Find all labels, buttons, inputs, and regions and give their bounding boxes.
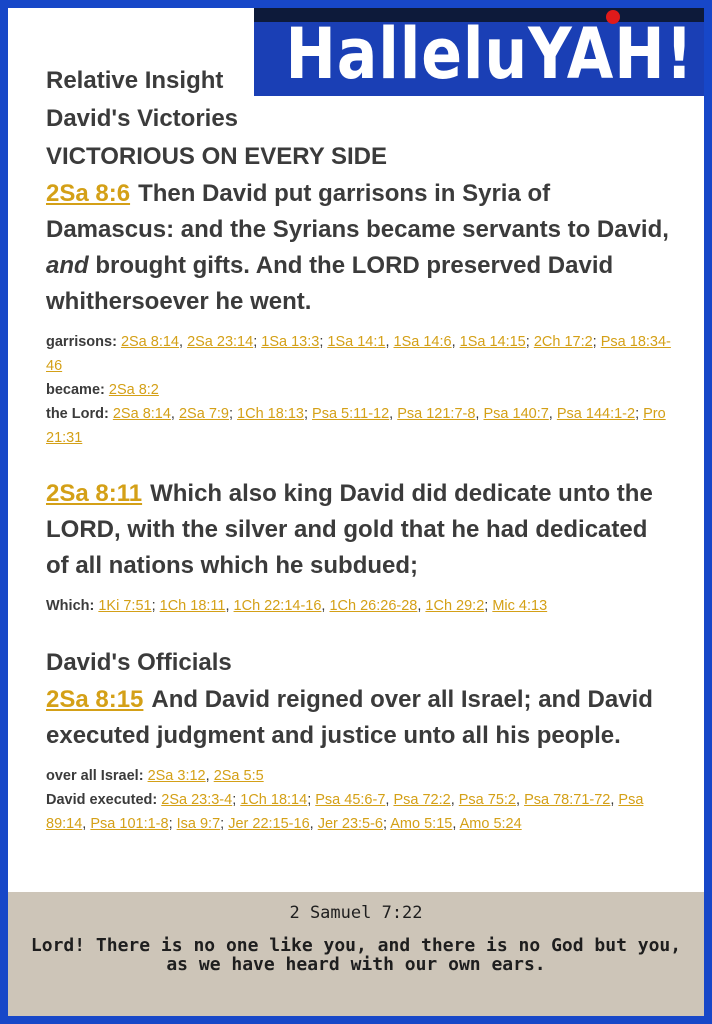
xref-link[interactable]: 1Ch 18:11	[159, 598, 226, 614]
xref-link[interactable]: 2Ch 17:2	[533, 334, 593, 350]
xref-label: garrisons:	[46, 334, 121, 350]
xref-link[interactable]: 1Sa 14:15	[459, 334, 526, 350]
xref-separator: ,	[516, 792, 525, 808]
verse-text-italic: and	[46, 252, 89, 279]
xref-separator: ;	[232, 792, 241, 808]
xref-link[interactable]: Psa 101:1-8	[90, 816, 169, 832]
xref-line	[46, 402, 671, 450]
cross-references	[46, 764, 671, 836]
xref-link[interactable]: Psa 121:7-8	[397, 406, 476, 422]
xref-link[interactable]: 1Ch 18:13	[237, 406, 304, 422]
xref-line	[46, 330, 671, 378]
study-content	[46, 62, 671, 836]
xref-separator: ;	[228, 406, 238, 422]
xref-separator: ,	[309, 816, 318, 832]
xref-separator: ,	[450, 792, 459, 808]
verse-ref-link[interactable]: 2Sa 8:15	[46, 686, 144, 713]
xref-line	[46, 594, 671, 618]
xref-link[interactable]: 1Sa 14:1	[327, 334, 386, 350]
verse-text: Which also king David did dedicate unto the LORD, with the silver and gold that he had dedicated of all nations which he subdued;	[46, 480, 653, 579]
xref-separator: ;	[303, 406, 313, 422]
xref-label: the Lord:	[46, 406, 113, 422]
xref-separator: ;	[383, 816, 391, 832]
xref-link[interactable]: Amo 5:24	[459, 816, 522, 832]
xref-separator: ,	[389, 406, 398, 422]
verse-text: And David reigned over all Israel; and David executed judgment and justice unto all his people.	[46, 686, 653, 749]
footer-verse-text: Lord! There is no one like you, and there is no God but you, as we have heard with our own ears.	[30, 935, 682, 975]
xref-separator: ,	[225, 598, 234, 614]
xref-link[interactable]: 2Sa 8:14	[120, 334, 179, 350]
xref-line	[46, 378, 671, 402]
xref-separator: ;	[151, 598, 160, 614]
banner-text: HalleluYAH!	[285, 13, 694, 95]
xref-link[interactable]: Mic 4:13	[492, 598, 548, 614]
xref-link[interactable]: 1Sa 13:3	[261, 334, 320, 350]
xref-label: became:	[46, 382, 109, 398]
xref-separator: ;	[592, 334, 601, 350]
xref-link[interactable]: Pro 21:31	[46, 406, 666, 446]
xref-separator: ;	[525, 334, 534, 350]
xref-link[interactable]: 2Sa 23:14	[187, 334, 254, 350]
xref-separator: ,	[179, 334, 188, 350]
footer-verse-card	[8, 892, 704, 1016]
xref-link[interactable]: Jer 23:5-6	[317, 816, 383, 832]
xref-link[interactable]: 2Sa 8:2	[108, 382, 159, 398]
xref-separator: ;	[307, 792, 316, 808]
xref-separator: ,	[170, 406, 179, 422]
heading-relative-insight: Relative Insight	[46, 67, 224, 94]
xref-link[interactable]: 2Sa 3:12	[147, 768, 206, 784]
xref-separator: ,	[475, 406, 484, 422]
verse-ref-link[interactable]: 2Sa 8:6	[46, 180, 131, 207]
verse-text: Then David put garrisons in Syria of Damascus: and the Syrians became servants to David,	[46, 180, 669, 243]
xref-link[interactable]: 2Sa 23:3-4	[161, 792, 233, 808]
xref-link[interactable]: 1Ch 22:14-16	[233, 598, 322, 614]
xref-link[interactable]: Psa 18:34-46	[46, 334, 671, 374]
heading-victorious: VICTORIOUS ON EVERY SIDE	[46, 143, 387, 170]
xref-separator: ,	[451, 334, 460, 350]
verse-block	[46, 176, 671, 320]
xref-separator: ;	[168, 816, 177, 832]
xref-line	[46, 764, 671, 788]
heading-davids-victories: David's Victories	[46, 105, 239, 132]
xref-link[interactable]: 1Ch 29:2	[425, 598, 485, 614]
xref-separator: ,	[610, 792, 619, 808]
heading-davids-officials: David's Officials	[46, 649, 232, 676]
xref-label: over all Israel:	[46, 768, 148, 784]
xref-separator: ;	[484, 598, 493, 614]
xref-link[interactable]: Psa 72:2	[393, 792, 451, 808]
verse-block	[46, 682, 671, 754]
xref-separator: ,	[548, 406, 557, 422]
xref-separator: ;	[220, 816, 229, 832]
xref-link[interactable]: Amo 5:15	[390, 816, 453, 832]
xref-link[interactable]: Psa 144:1-2	[556, 406, 636, 422]
footer-verse-ref: 2 Samuel 7:22	[289, 903, 423, 923]
xref-link[interactable]: Psa 75:2	[458, 792, 517, 808]
verse-block	[46, 476, 671, 584]
xref-link[interactable]: Isa 9:7	[176, 816, 221, 832]
xref-separator: ,	[417, 598, 426, 614]
xref-link[interactable]: Psa 45:6-7	[315, 792, 386, 808]
xref-link[interactable]: 1Ki 7:51	[98, 598, 152, 614]
xref-separator: ,	[452, 816, 460, 832]
xref-label: David executed:	[46, 792, 162, 808]
cross-references	[46, 594, 671, 618]
xref-link[interactable]: Psa 140:7	[483, 406, 549, 422]
xref-link[interactable]: Jer 22:15-16	[228, 816, 310, 832]
xref-separator: ;	[635, 406, 644, 422]
xref-label: Which:	[46, 598, 99, 614]
xref-separator: ,	[385, 792, 394, 808]
xref-separator: ,	[385, 334, 394, 350]
xref-line	[46, 788, 671, 836]
xref-separator: ;	[319, 334, 328, 350]
cross-references	[46, 330, 671, 450]
xref-link[interactable]: 1Ch 26:26-28	[329, 598, 418, 614]
xref-link[interactable]: Psa 89:14	[46, 792, 644, 832]
xref-link[interactable]: 1Ch 18:14	[240, 792, 308, 808]
xref-separator: ,	[82, 816, 91, 832]
xref-link[interactable]: 2Sa 7:9	[178, 406, 229, 422]
xref-separator: ,	[205, 768, 214, 784]
xref-separator: ,	[321, 598, 330, 614]
xref-link[interactable]: 2Sa 8:14	[112, 406, 171, 422]
verse-text-cont: brought gifts. And the LORD preserved David whithersoever he went.	[46, 252, 614, 315]
xref-link[interactable]: Psa 78:71-72	[524, 792, 611, 808]
verse-ref-link[interactable]: 2Sa 8:11	[46, 480, 143, 507]
xref-link[interactable]: 2Sa 5:5	[213, 768, 264, 784]
page	[8, 8, 704, 1016]
xref-link[interactable]: 1Sa 14:6	[393, 334, 452, 350]
xref-separator: ;	[253, 334, 262, 350]
xref-link[interactable]: Psa 5:11-12	[312, 406, 390, 422]
